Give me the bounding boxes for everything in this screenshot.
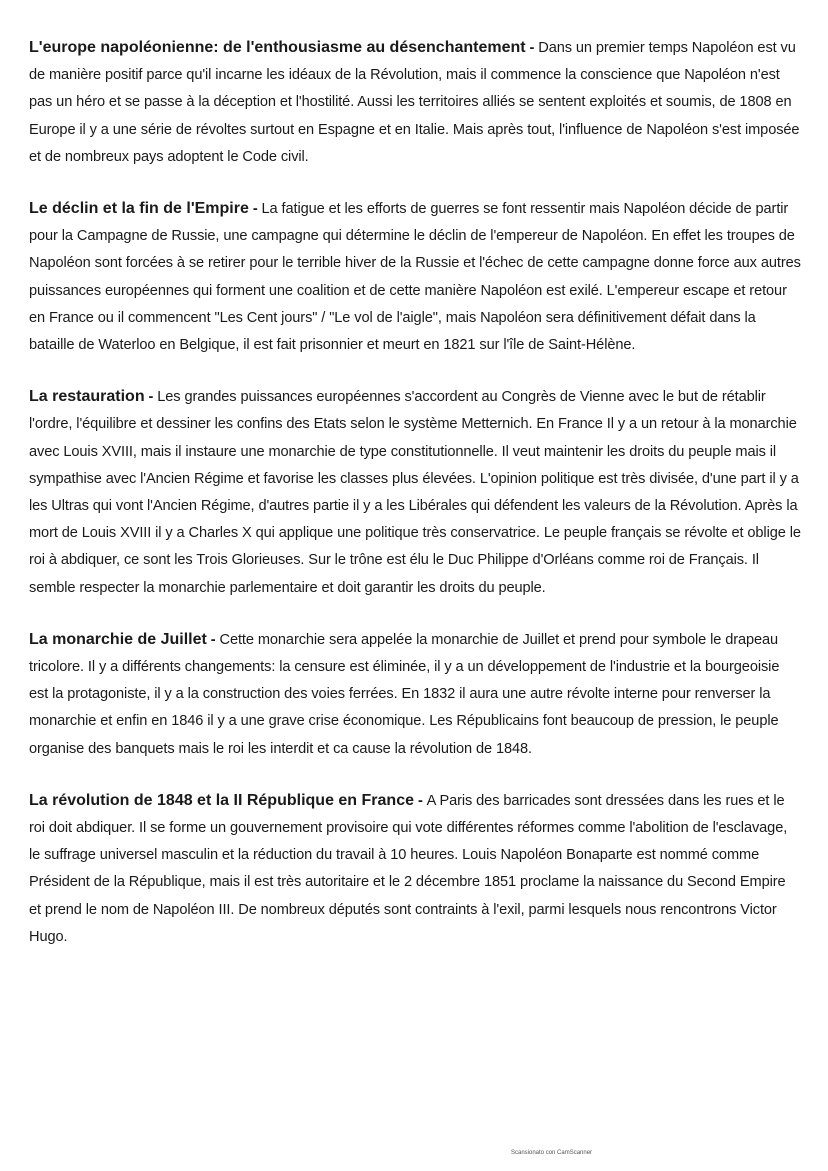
section-title: La restauration xyxy=(29,388,145,406)
section-title: Le déclin et la fin de l'Empire xyxy=(29,200,249,218)
section-separator: - xyxy=(248,201,262,218)
scanner-watermark: Scansionato con CamScanner xyxy=(511,1150,593,1156)
section-body: La fatigue et les efforts de guerres se font ressentir mais Napoléon décide de partir pour la Campagne de Russie, une campagne qui détermine le déclin de l'empereur de Napoléon. En effet les troupes de Napoléon sont forcées à se retirer pour le terrible hiver de la Russie et l'échec de cette campagne donne force aux autres puissances européennes qui forment une coalition et de cette manière Napoléon est exilé. L'empereur escape et retour en France ou il commencent "Les Cent jours" / "Le vol de l'aigle", mais Napoléon sera définitivement défait dans la bataille de Waterloo en Belgique, il est fait prisonnier et meurt en 1821 sur l'île de Saint-Hélène. xyxy=(29,201,801,354)
section-revolution-1848 xyxy=(29,787,801,951)
section-separator: - xyxy=(525,40,539,56)
section-title: La monarchie de Juillet xyxy=(29,630,207,648)
section-july-monarchy xyxy=(29,626,801,763)
section-body: Cette monarchie sera appelée la monarchie de Juillet et prend pour symbole le drapeau tricolore. Il y a différents changements: la censure est éliminée, il y a un développement de l'industrie et la bourgeoisie est la protagoniste, il y a la construction des voies ferrées. En 1832 il aura une autre révolte interne pour renverser la monarchie et enfin en 1846 il y a une grave crise économique. Les Républicains font beaucoup de pression, le peuple organise des banquets mais le roi les interdit et ca cause la révolution de 1848. xyxy=(29,631,780,757)
section-title: La révolution de 1848 et la II République en France xyxy=(29,791,414,809)
section-body: A Paris des barricades sont dressées dans les rues et le roi doit abdiquer. Il se forme un gouvernement provisoire qui vote différentes réformes comme l'abolition de l'esclavage, le suffrage universel masculin et la réduction du travail à 10 heures. Louis Napoléon Bonaparte est nommé comme Président de la République, mais il est très autoritaire et le 2 décembre 1851 proclame la naissance du Second Empire et prend le nom de Napoléon III. De nombreux députés sont contraints à l'exil, parmi lesquels nous rencontrons Victor Hugo. xyxy=(29,792,788,945)
section-restoration xyxy=(29,383,801,602)
section-body: Dans un premier temps Napoléon est vu de manière positif parce qu'il incarne les idéaux de la Révolution, mais il commence la conscience que Napoléon n'est pas un héro et se passe à la déception et l'hostilité. Aussi les territoires alliés se sentent exploités et soumis, de 1808 en Europe il y a une série de révoltes surtout en Espagne et en Italie. Mais après tout, l'influence de Napoléon s'est imposée et de nombreux pays adoptent le Code civil. xyxy=(29,40,800,165)
section-body: Les grandes puissances européennes s'accordent au Congrès de Vienne avec le but de rétablir l'ordre, l'équilibre et dessiner les confins des Etats selon le système Metternich. En France Il y a un retour à la monarchie avec Louis XVIII, mais il instaure une monarchie de type constitutionnelle. Il veut maintenir les droits du peuple mais il sympathise avec l'Ancien Régime et favorise les classes plus élevées. L'opinion politique est très divisée, d'une part il y a les Ultras qui vont l'Ancien Régime, d'autres partie il y a les Libérales qui défendent les valeurs de la Révolution. Après la mort de Louis XVIII il y a Charles X qui applique une politique très conservatrice. Le peuple français se révolte et oblige le roi à abdiquer, ce sont les Trois Glorieuses. Sur le trône est élu le Duc Philippe d'Orléans comme roi de Français. Il semble respecter la monarchie parlementaire et doit garantir les droits du peuple. xyxy=(29,389,801,596)
section-title: L'europe napoléonienne: de l'enthousiasme au désenchantement xyxy=(29,39,526,56)
section-separator: - xyxy=(414,792,427,809)
section-napoleonic-europe xyxy=(29,34,801,171)
section-decline-of-empire xyxy=(29,195,801,359)
section-separator: - xyxy=(206,631,220,648)
section-separator: - xyxy=(144,389,158,406)
document-page xyxy=(29,34,801,975)
